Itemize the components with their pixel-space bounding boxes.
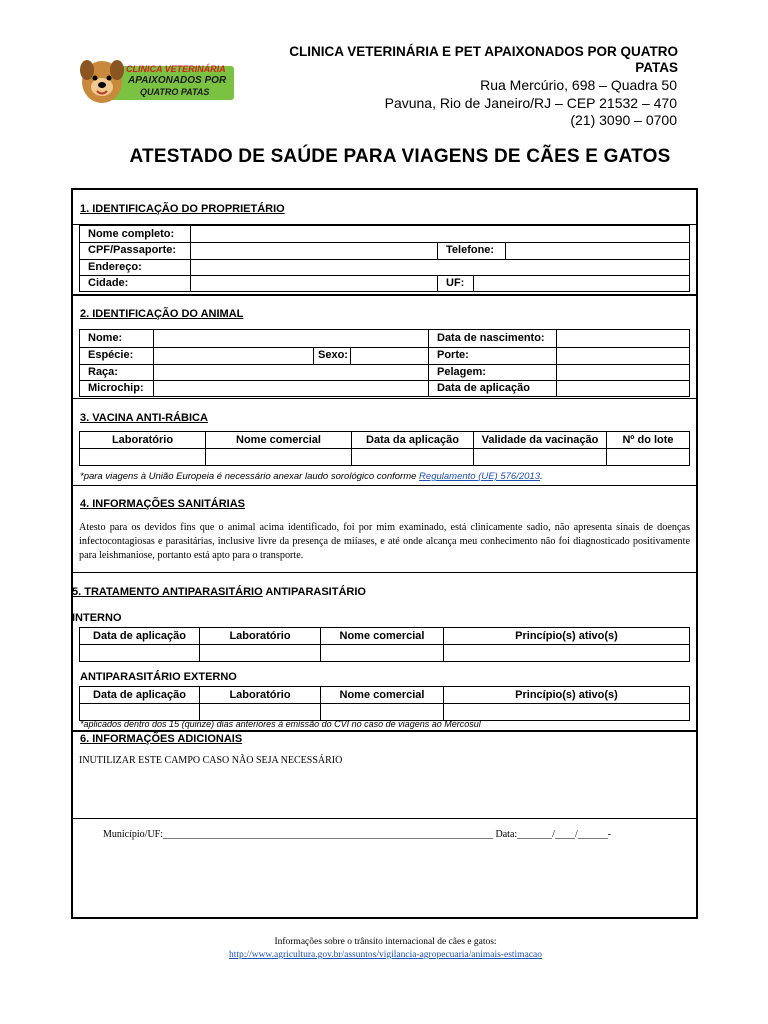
rabies-lot-cell[interactable]: [607, 449, 690, 466]
external-label: ANTIPARASITÁRIO EXTERNO: [80, 671, 237, 683]
rabies-col-date: Data da aplicação: [352, 432, 474, 449]
rabies-date-cell[interactable]: [352, 449, 474, 466]
internal-lab-cell[interactable]: [200, 645, 321, 662]
external-antiparasitic-table: [79, 686, 690, 721]
animal-coat-label: Pelagem:: [437, 366, 486, 378]
external-col-name: Nome comercial: [321, 687, 444, 704]
owner-city-field[interactable]: [191, 276, 436, 291]
frame-divider: [71, 730, 698, 732]
frame-divider: [71, 294, 698, 296]
rabies-name-cell[interactable]: [206, 449, 352, 466]
section-2-title: 2. IDENTIFICAÇÃO DO ANIMAL: [80, 308, 244, 320]
rabies-note-suffix: .: [539, 471, 543, 482]
rabies-vaccine-table: [79, 431, 690, 466]
rabies-col-lab: Laboratório: [80, 432, 206, 449]
internal-col-date: Data de aplicação: [80, 628, 200, 645]
rabies-lab-cell[interactable]: [80, 449, 206, 466]
external-col-date: Data de aplicação: [80, 687, 200, 704]
animal-species-label: Espécie:: [88, 349, 134, 361]
owner-address-label: Endereço:: [88, 261, 142, 273]
animal-size-label: Porte:: [437, 349, 469, 361]
additional-info-field[interactable]: [79, 770, 690, 815]
section-6-title: 6. INFORMAÇÕES ADICIONAIS: [80, 733, 243, 745]
animal-microchip-label: Microchip:: [88, 382, 144, 394]
animal-species-field[interactable]: [154, 348, 312, 364]
eu-regulation-link[interactable]: Regulamento (UE) 576/2013: [419, 471, 540, 482]
external-lab-cell[interactable]: [200, 704, 321, 721]
owner-city-label: Cidade:: [88, 277, 129, 289]
rabies-note-text: *para viagens à União Europeia é necessário anexar laudo sorológico conforme: [80, 471, 420, 482]
rabies-col-commercial-name: Nome comercial: [206, 432, 352, 449]
municipio-field[interactable]: __________________________________________________________________: [163, 829, 494, 840]
owner-address-field[interactable]: [191, 260, 689, 275]
external-date-cell[interactable]: [80, 704, 200, 721]
footer-link-wrap: [72, 950, 699, 960]
address-line-1: Rua Mercúrio, 698 – Quadra 50: [480, 77, 677, 93]
animal-breed-field[interactable]: [154, 365, 427, 380]
external-col-lab: Laboratório: [200, 687, 321, 704]
internal-date-cell[interactable]: [80, 645, 200, 662]
clinic-logo: [78, 56, 238, 106]
internal-col-name: Nome comercial: [321, 628, 444, 645]
owner-phone-field[interactable]: [506, 243, 689, 259]
animal-name-label: Nome:: [88, 332, 123, 344]
clinic-phone: (21) 3090 – 0700: [570, 112, 677, 128]
section-5-title-underlined: 5. TRATAMENTO ANTIPARASITÁRIO: [72, 586, 263, 598]
internal-name-cell[interactable]: [321, 645, 444, 662]
internal-antiparasitic-table: [79, 627, 690, 662]
external-active-cell[interactable]: [444, 704, 690, 721]
owner-grid: [79, 225, 690, 292]
microchip-date-field[interactable]: [557, 381, 689, 396]
section-1-title: 1. IDENTIFICAÇÃO DO PROPRIETÁRIO: [80, 203, 285, 215]
animal-birth-field[interactable]: [557, 330, 689, 347]
date-field[interactable]: _______/____/______-: [517, 829, 612, 840]
section-3-title: 3. VACINA ANTI-RÁBICA: [80, 412, 208, 424]
owner-name-field[interactable]: [191, 226, 689, 242]
owner-uf-field[interactable]: [474, 276, 689, 291]
animal-size-field[interactable]: [557, 348, 689, 364]
animal-sex-field[interactable]: [351, 348, 427, 364]
date-label: Data:: [495, 829, 518, 840]
footer-text: Informações sobre o trânsito internacional de cães e gatos:: [274, 937, 497, 947]
logo-text-mid: APAIXONADOS POR: [128, 75, 227, 86]
frame-divider: [71, 485, 698, 486]
rabies-note: [80, 471, 543, 482]
frame-divider: [71, 572, 698, 573]
internal-active-cell[interactable]: [444, 645, 690, 662]
external-col-active: Princípio(s) ativo(s): [444, 687, 690, 704]
section-4-title: 4. INFORMAÇÕES SANITÁRIAS: [80, 498, 246, 510]
signature-line: [103, 829, 611, 840]
address-line-2: Pavuna, Rio de Janeiro/RJ – CEP 21532 – 470: [384, 95, 677, 111]
animal-name-field[interactable]: [154, 330, 427, 347]
external-name-cell[interactable]: [321, 704, 444, 721]
frame-divider: [71, 818, 698, 819]
owner-name-label: Nome completo:: [88, 228, 175, 240]
microchip-date-label: Data de aplicação: [437, 382, 530, 394]
logo-text-bottom: QUATRO PATAS: [140, 87, 210, 97]
rabies-col-validity: Validade da vacinação: [474, 432, 607, 449]
health-statement: Atesto para os devidos fins que o animal acima identificado, foi por mim examinado, está clinicamente sadio, não apresenta sinais de doenças infectocontagiosas e parasitárias, inclusive livre da presença de miíases, e até onde alcança meu conhecimento não foi diagnosticado positivamente para leishmaniose, portanto está apto para o transporte.: [79, 522, 690, 561]
owner-cpf-field[interactable]: [191, 243, 436, 259]
owner-phone-label: Telefone:: [446, 244, 495, 256]
municipio-label: Município/UF:: [103, 829, 164, 840]
mercosul-note: *aplicados dentro dos 15 (quinze) dias anteriores à emissão do CVI no caso de viagens ao Mercosul: [80, 719, 481, 729]
owner-cpf-label: CPF/Passaporte:: [88, 244, 177, 256]
section-5-title: [72, 586, 366, 598]
internal-col-active: Princípio(s) ativo(s): [444, 628, 690, 645]
document-title: ATESTADO DE SAÚDE PARA VIAGENS DE CÃES E GATOS: [129, 146, 671, 167]
clinic-name: CLINICA VETERINÁRIA E PET APAIXONADOS POR QUATRO PATAS: [289, 44, 678, 75]
animal-grid: [79, 329, 690, 397]
rabies-col-lot: Nº do lote: [607, 432, 690, 449]
animal-coat-field[interactable]: [557, 365, 689, 380]
frame-divider: [71, 398, 698, 399]
animal-sex-label: Sexo:: [318, 349, 348, 361]
additional-info-text: INUTILIZAR ESTE CAMPO CASO NÃO SEJA NECESSÁRIO: [79, 755, 343, 766]
animal-birth-label: Data de nascimento:: [437, 332, 545, 344]
rabies-validity-cell[interactable]: [474, 449, 607, 466]
footer-link[interactable]: http://www.agricultura.gov.br/assuntos/vigilancia-agropecuaria/animais-estimacao: [229, 950, 542, 960]
internal-label: INTERNO: [72, 612, 122, 624]
animal-breed-label: Raça:: [88, 366, 118, 378]
logo-text-top: CLINICA VETERINÁRIA: [126, 64, 226, 74]
owner-uf-label: UF:: [446, 277, 465, 289]
internal-col-lab: Laboratório: [200, 628, 321, 645]
section-5-title-plain: ANTIPARASITÁRIO: [262, 586, 366, 598]
animal-microchip-field[interactable]: [154, 381, 427, 396]
